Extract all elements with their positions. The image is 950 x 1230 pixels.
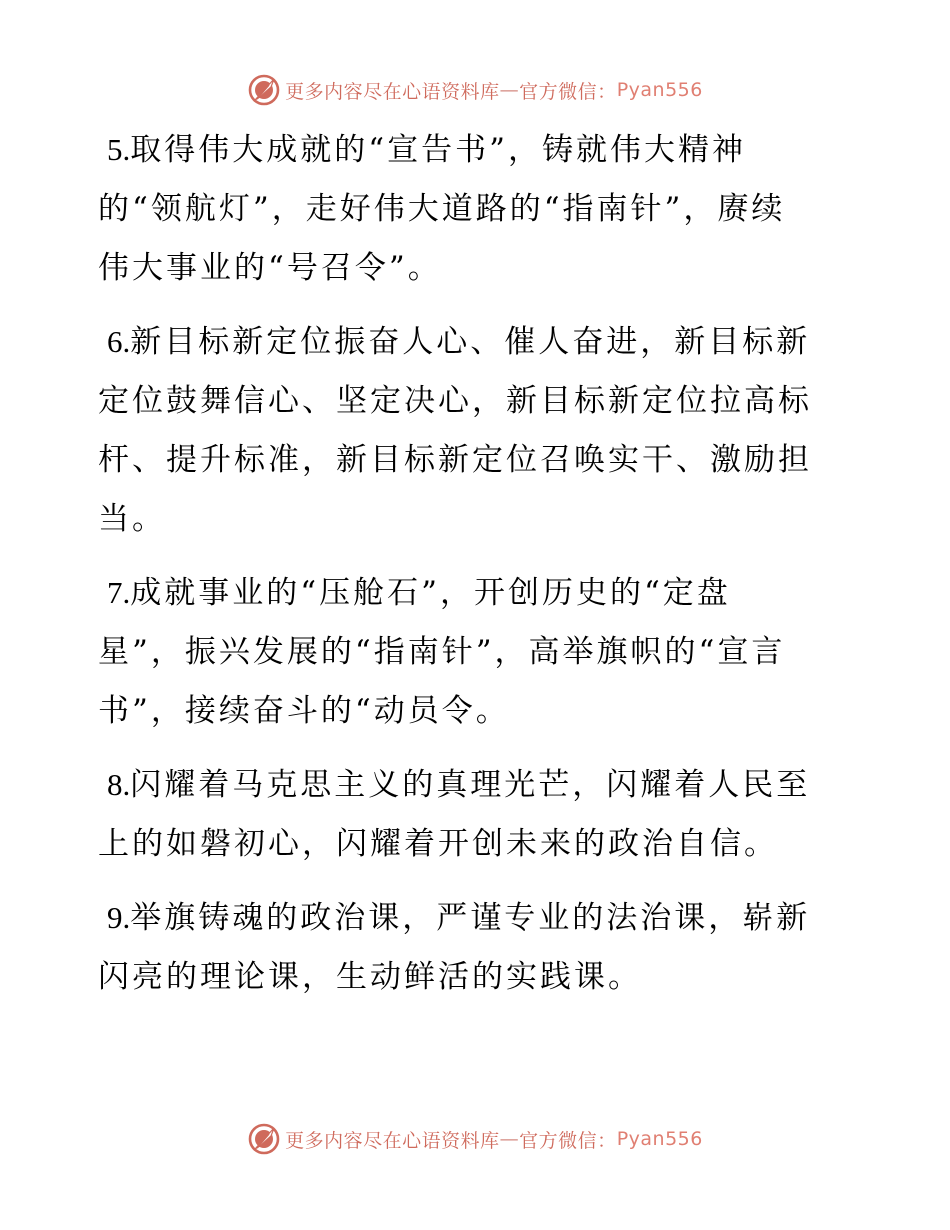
header-separator: — <box>499 79 520 101</box>
paragraph-number: 6. <box>107 324 131 359</box>
header-wechat-id: Pyan556 <box>616 79 703 101</box>
paragraph-9 <box>98 888 858 1007</box>
paragraph-5 <box>98 120 858 298</box>
paragraph-text: 闪耀着马克思主义的真理光芒，闪耀着人民至 上的如磐初心，闪耀着开创未来的政治自信。 <box>98 767 811 862</box>
footer-wechat-id: Pyan556 <box>616 1128 703 1150</box>
header-site-name: 更多内容尽在心语资料库 <box>285 80 500 103</box>
paragraph-6 <box>98 312 858 549</box>
footer-wechat-label: 官方微信： <box>519 1129 617 1152</box>
footer-site-name: 更多内容尽在心语资料库 <box>285 1129 500 1152</box>
paragraph-7 <box>98 563 858 741</box>
paragraph-text: 新目标新定位振奋人心、催人奋进，新目标新 定位鼓舞信心、坚定决心，新目标新定位拉高标 杆、提升标准，新目标新定位召唤实干、激励担 当。 <box>98 324 812 537</box>
document-body <box>98 120 858 1021</box>
paragraph-text: 举旗铸魂的政治课，严谨专业的法治课，崭新 闪亮的理论课，生动鲜活的实践课。 <box>98 900 811 995</box>
paragraph-text: 取得伟大成就的“宣告书”，铸就伟大精神 的“领航灯”，走好伟大道路的“指南针”，赓续 伟大事业的“号召令”。 <box>98 132 786 286</box>
header-banner <box>0 70 950 110</box>
paragraph-number: 8. <box>107 767 131 802</box>
paragraph-number: 9. <box>107 900 131 935</box>
paragraph-number: 7. <box>107 575 131 610</box>
paragraph-8 <box>98 755 858 874</box>
header-wechat-label: 官方微信： <box>519 80 617 103</box>
paragraph-text: 成就事业的“压舱石”，开创历史的“定盘 星”，振兴发展的“指南针”，高举旗帜的“宣言 书”，接续奋斗的“动员令。 <box>98 575 786 729</box>
paragraph-number: 5. <box>107 132 131 167</box>
footer-banner <box>0 1119 950 1159</box>
quill-seal-icon <box>247 1122 281 1156</box>
footer-separator: — <box>499 1128 520 1150</box>
quill-seal-icon <box>247 73 281 107</box>
